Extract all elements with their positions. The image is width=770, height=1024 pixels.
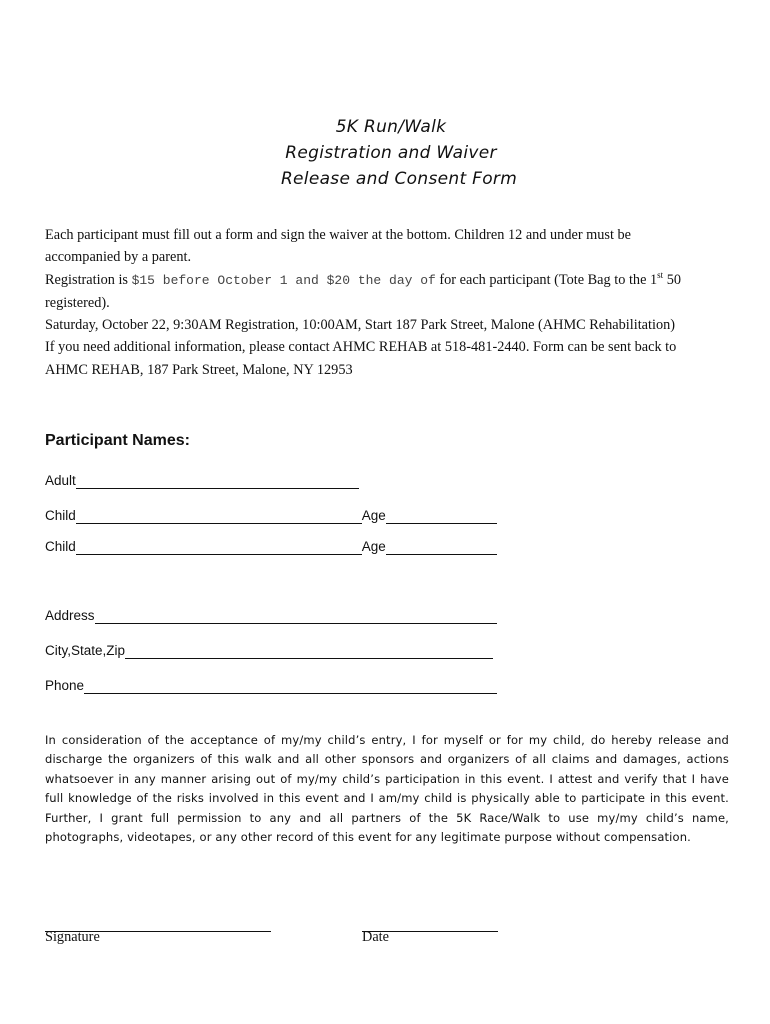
adult-label: Adult [45,473,76,488]
intro-participant-note: Each participant must fill out a form and sign the waiver at the bottom. Children 12 and under must be accompanied by a parent. [45,227,632,266]
address-field[interactable] [95,607,497,624]
signature-label: Signature [45,929,100,945]
adult-name-row [45,469,359,489]
child-age-field[interactable] [386,507,497,524]
address-label: Address [45,608,95,623]
fee-superscript: st [657,269,664,280]
child-age-field[interactable] [386,538,497,555]
form-subtitle-2: Release and Consent Form [280,169,518,189]
child-label: Child [45,508,76,523]
address-row [45,604,497,624]
city-state-zip-label: City,State,Zip [45,643,126,658]
child-name-field[interactable] [76,538,362,555]
age-label: Age [361,539,386,554]
intro-contact-info: If you need additional information, please contact AHMC REHAB at 518-481-2440. Form can be sent back to AHMC REHAB, 187 Park Street, Malone, NY 12953 [45,339,677,378]
participant-names-heading: Participant Names: [45,432,190,449]
fee-amounts: $15 before October 1 and $20 the day of [131,272,436,288]
fee-prefix: Registration is [45,271,132,288]
child-row-1 [45,504,497,524]
phone-row [45,674,497,694]
child-name-field[interactable] [76,507,362,524]
intro-registration-fee [45,269,705,315]
adult-name-field[interactable] [76,472,359,489]
date-label: Date [362,929,389,945]
phone-field[interactable] [84,677,497,694]
fee-suffix-a: for each participant (Tote Bag to the 1 [435,271,658,288]
intro-event-details: Saturday, October 22, 9:30AM Registration, 10:00AM, Start 187 Park Street, Malone (AHMC Rehabilitation) [45,317,676,334]
city-state-zip-row [45,639,493,659]
child-row-2 [45,535,497,555]
city-state-zip-field[interactable] [125,642,493,659]
form-title: 5K Run/Walk [335,117,447,137]
waiver-paragraph: In consideration of the acceptance of my/my child’s entry, I for myself or for my child, do hereby release and discharge the organizers of this walk and all other sponsors and organizers of all claims and damages, actions whatsoever in any manner arising out of my/my child’s participation in this event. I attest and verify that I have full knowledge of the risks involved in this event and I am/my child is physically able to participate in this event. Further, I grant full permission to any and all partners of the 5K Race/Walk to use my/my child’s name, photographs, videotapes, or any other record of this event for any legitimate purpose without compensation. [45,733,729,845]
form-subtitle: Registration and Waiver [285,143,497,163]
phone-label: Phone [45,678,85,693]
waiver-text [45,731,729,847]
intro-text [45,224,705,381]
age-label: Age [361,508,386,523]
fee-suffix-b: 50 registered). [45,271,682,311]
child-label: Child [45,539,76,554]
